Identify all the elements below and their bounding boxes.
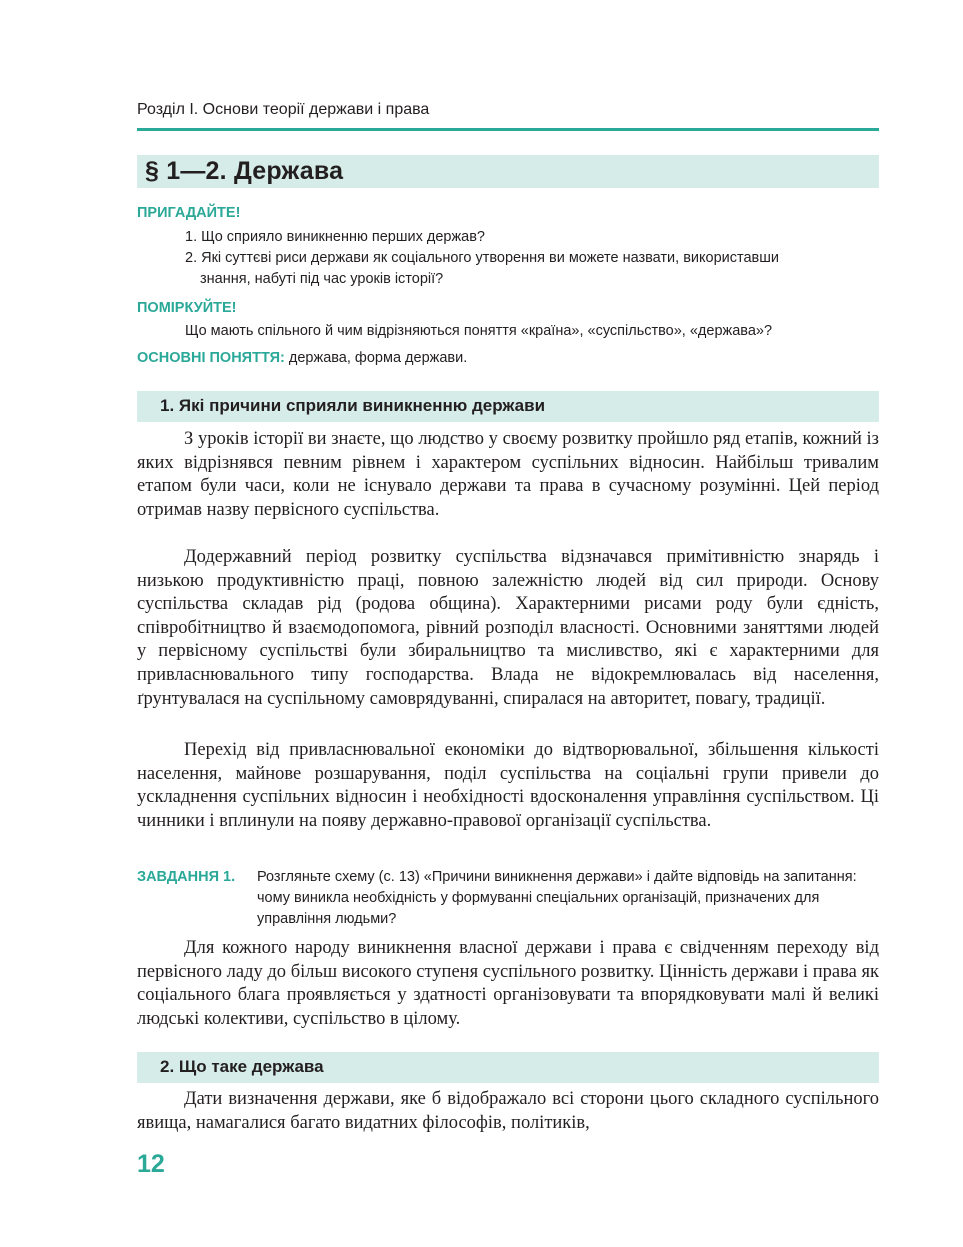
header-rule [137, 128, 879, 131]
recall-label: ПРИГАДАЙТЕ! [137, 205, 241, 221]
subsection-1-paragraph-1: З уроків історії ви знаєте, що людство у своєму розвитку пройшло ряд етапів, кожний із яких відрізнявся певним рівнем і характером суспільних відносин. Найбільш тривалим етапом були часи, коли не існувало держави та права в сучасному розумінні. Цей період отримав назву первісного суспільства. [137, 429, 879, 520]
recall-question-2-line-2: знання, набуті під час уроків історії? [200, 271, 444, 287]
task-1-label: ЗАВДАННЯ 1. [137, 869, 236, 885]
subsection-1-title: 1. Які причини сприяли виникненню держави [160, 396, 546, 415]
page-number: 12 [137, 1150, 165, 1178]
section-title: § 1—2. Держава [145, 157, 344, 185]
task-1-text: Розгляньте схему (с. 13) «Причини виникнення держави» і дайте відповідь на запитання: чому виникла необхідність у формуванні спеціальних організацій, призначених для управління людьми? [257, 869, 857, 927]
subsection-1-paragraph-2: Додержавний період розвитку суспільства відзначався примітивністю знарядь і низькою продуктивністю праці, повною залежністю людей від сил природи. Основу суспільства складав рід (родова община). Характерними рисами роду були єдність, співробітництво й взаємодопомога, рівний розподіл власності. Основними заняттями людей у первісному суспільстві були збиральництво та мисливство, які є характерними для привласнювального типу господарства. Влада не відокремлювалась від населення, ґрунтувалася на суспільному самоврядуванні, спиралася на авторитет, повагу, традиції. [137, 547, 879, 709]
subsection-2-paragraph-1: Дати визначення держави, яке б відображало всі сторони цього складного суспільного явища, намагалися багато видатних філософів, політиків, [137, 1089, 879, 1133]
running-head: Розділ І. Основи теорії держави і права [137, 101, 430, 118]
key-concepts-text: держава, форма держави. [288, 350, 468, 366]
paragraph-4: Для кожного народу виникнення власної держави і права є свідченням переходу від первісного ладу до більш високого ступеня суспільного розвитку. Цінність держави і права як соціального блага проявляється у здатності організовувати та впорядковувати малі й великі людські колективи, суспільство в цілому. [137, 938, 879, 1029]
recall-question-2-line-1: 2. Які суттєві риси держави як соціального утворення ви можете назвати, використавши [185, 250, 779, 266]
think-question: Що мають спільного й чим відрізняються поняття «країна», «суспільство», «держава»? [185, 323, 773, 339]
subsection-2-title: 2. Що таке держава [160, 1057, 324, 1076]
think-label: ПОМІРКУЙТЕ! [137, 300, 237, 316]
subsection-1-paragraph-3: Перехід від привласнювальної економіки до відтворювальної, збільшення кількості населення, майнове розшарування, поділ суспільства на соціальні групи привели до ускладнення суспільних відносин і необхідності вдосконалення управління суспільством. Ці чинники і вплинули на появу державно-правової організації суспільства. [137, 740, 879, 831]
key-concepts-label: ОСНОВНІ ПОНЯТТЯ: [137, 350, 285, 366]
key-concepts [137, 348, 467, 369]
recall-question-1: 1. Що сприяло виникненню перших держав? [185, 229, 485, 245]
